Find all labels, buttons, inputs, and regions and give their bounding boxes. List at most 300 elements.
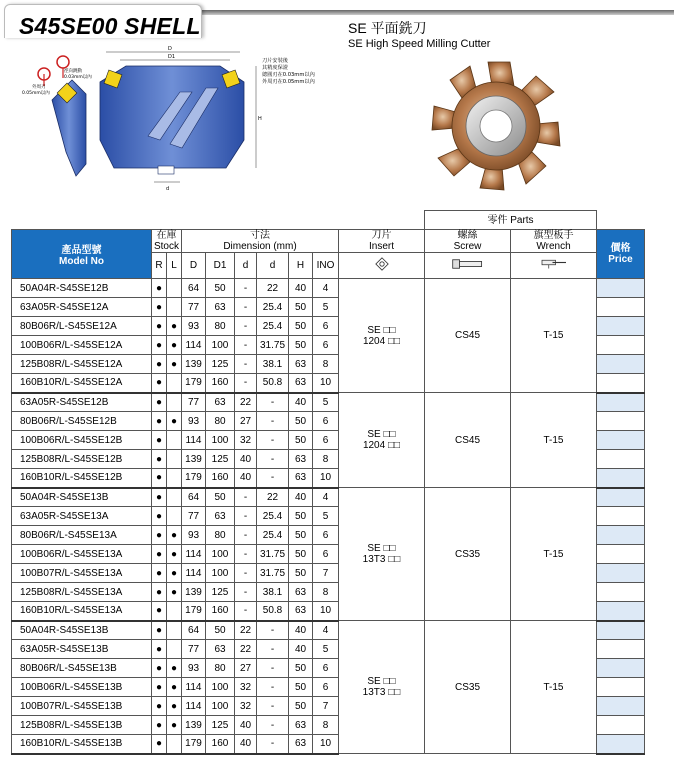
spec-table: [11, 210, 645, 755]
cell-d: 77: [182, 393, 206, 412]
cell-h: 50: [289, 564, 313, 583]
cell-h: 50: [289, 526, 313, 545]
cell-h: 63: [289, 469, 313, 488]
price-cell: [597, 659, 645, 678]
screw-cell: CS35: [425, 488, 511, 621]
col-h: H: [289, 253, 313, 279]
cell-d2: 25.4: [257, 298, 289, 317]
cell-r: ●: [152, 621, 167, 640]
cell-r: ●: [152, 564, 167, 583]
cell-d2: 31.75: [257, 545, 289, 564]
col-d1: D1: [206, 253, 235, 279]
cell-d1: 160: [206, 469, 235, 488]
cell-h: 40: [289, 393, 313, 412]
cell-d1: -: [235, 298, 257, 317]
cell-h: 40: [289, 488, 313, 507]
price-header-zh: 價格: [610, 243, 631, 254]
model-cell: 63A05R-S45SE12B: [12, 393, 152, 412]
cell-h: 50: [289, 507, 313, 526]
insert-icon: [375, 257, 389, 271]
cell-ino: 8: [313, 355, 339, 374]
cell-h: 63: [289, 735, 313, 754]
cell-r: ●: [152, 602, 167, 621]
cell-h: 50: [289, 431, 313, 450]
cell-d1: -: [235, 545, 257, 564]
wrench-cell: T-15: [511, 393, 597, 488]
insert-line-1: SE □□: [367, 429, 396, 440]
price-cell: [597, 488, 645, 507]
model-cell: 160B10R/L-S45SE13A: [12, 602, 152, 621]
cell-l: [167, 279, 182, 298]
model-header-en: Model No: [59, 256, 104, 267]
cell-ino: 5: [313, 393, 339, 412]
price-cell: [597, 697, 645, 716]
screw-icon: [451, 258, 485, 270]
note-line-3: 總圓刃在0.03mm以內: [262, 72, 315, 78]
cell-d1: -: [235, 526, 257, 545]
wrench-header-en: Wrench: [536, 241, 571, 252]
cell-ino: 10: [313, 374, 339, 393]
note-line-1: 刀片安裝後: [262, 58, 288, 64]
cell-r: ●: [152, 317, 167, 336]
price-cell: [597, 545, 645, 564]
cell-d1: 27: [235, 412, 257, 431]
cell-h: 40: [289, 640, 313, 659]
cell-h: 63: [289, 355, 313, 374]
price-cell: [597, 716, 645, 735]
screw-header-zh: 螺絲: [457, 230, 478, 241]
price-cell: [597, 526, 645, 545]
model-cell: 63A05R-S45SE13B: [12, 640, 152, 659]
cell-l: [167, 735, 182, 754]
cell-d2: 31.75: [257, 336, 289, 355]
cell-l: [167, 602, 182, 621]
cell-h: 50: [289, 298, 313, 317]
cell-d: 179: [182, 469, 206, 488]
model-cell: 160B10R/L-S45SE12A: [12, 374, 152, 393]
cell-r: ●: [152, 374, 167, 393]
model-cell: 125B08R/L-S45SE13A: [12, 583, 152, 602]
cell-ino: 5: [313, 507, 339, 526]
insert-cell: [339, 488, 425, 621]
cutter-diagram: [22, 44, 360, 194]
cell-d: 139: [182, 450, 206, 469]
cell-d1: -: [235, 279, 257, 298]
model-cell: 63A05R-S45SE13A: [12, 507, 152, 526]
cell-ino: 5: [313, 298, 339, 317]
model-cell: 80B06R/L-S45SE13A: [12, 526, 152, 545]
gauge-label-1: 徑向跳動: [64, 69, 82, 74]
price-cell: [597, 412, 645, 431]
model-header: [12, 230, 152, 279]
insert-shape-cell: [339, 253, 425, 279]
cell-d1: 160: [206, 374, 235, 393]
cell-l: ●: [167, 545, 182, 564]
cell-d: 77: [182, 507, 206, 526]
subtitle-english: SE High Speed Milling Cutter: [348, 38, 491, 50]
cell-d: 139: [182, 355, 206, 374]
cell-ino: 10: [313, 469, 339, 488]
title-rule: [200, 10, 674, 15]
cell-d1: 32: [235, 678, 257, 697]
cell-ino: 6: [313, 317, 339, 336]
col-small-d2: d: [257, 253, 289, 279]
cell-h: 40: [289, 621, 313, 640]
cell-h: 40: [289, 279, 313, 298]
cell-d1: 125: [206, 450, 235, 469]
stock-header-zh: 在庫: [156, 230, 177, 241]
cell-ino: 6: [313, 545, 339, 564]
col-l: L: [167, 253, 182, 279]
cell-d: 114: [182, 431, 206, 450]
cell-l: ●: [167, 716, 182, 735]
cell-l: [167, 621, 182, 640]
price-cell: [597, 583, 645, 602]
cell-d1: 80: [206, 412, 235, 431]
model-cell: 100B06R/L-S45SE13B: [12, 678, 152, 697]
cell-h: 63: [289, 602, 313, 621]
price-cell: [597, 279, 645, 298]
model-cell: 50A04R-S45SE13B: [12, 621, 152, 640]
wrench-cell: T-15: [511, 279, 597, 393]
dimension-header-en: Dimension (mm): [223, 241, 297, 252]
cell-d2: -: [257, 393, 289, 412]
insert-header-zh: 刀片: [371, 230, 392, 241]
cell-d1: 50: [206, 279, 235, 298]
dim-label-d1: D1: [168, 54, 176, 60]
cell-l: ●: [167, 336, 182, 355]
cell-l: [167, 450, 182, 469]
title-bar: [0, 0, 680, 50]
model-cell: 160B10R/L-S45SE13B: [12, 735, 152, 754]
subtitle-chinese: SE 平面銑刀: [348, 20, 427, 36]
cell-r: ●: [152, 279, 167, 298]
cell-h: 63: [289, 374, 313, 393]
cell-l: [167, 393, 182, 412]
model-cell: 100B06R/L-S45SE13A: [12, 545, 152, 564]
insert-cell: [339, 393, 425, 488]
cell-r: ●: [152, 298, 167, 317]
col-d: D: [182, 253, 206, 279]
cell-d2: -: [257, 412, 289, 431]
cell-d1: 40: [235, 469, 257, 488]
price-cell: [597, 431, 645, 450]
cell-l: [167, 374, 182, 393]
cell-d1: 125: [206, 583, 235, 602]
dim-label-h: H: [258, 116, 262, 122]
wrench-header-zh: 旗型板手: [533, 230, 574, 241]
cell-ino: 6: [313, 526, 339, 545]
cell-d2: 25.4: [257, 526, 289, 545]
keyway: [158, 166, 174, 174]
cell-d2: -: [257, 431, 289, 450]
cell-h: 50: [289, 317, 313, 336]
model-cell: 100B06R/L-S45SE12A: [12, 336, 152, 355]
cell-d2: 31.75: [257, 564, 289, 583]
cell-d: 179: [182, 735, 206, 754]
cell-r: ●: [152, 640, 167, 659]
cell-d: 179: [182, 374, 206, 393]
cell-l: [167, 488, 182, 507]
cell-d1: 100: [206, 336, 235, 355]
cell-d1: 63: [206, 393, 235, 412]
cell-d1: -: [235, 564, 257, 583]
col-ino: INO: [313, 253, 339, 279]
price-cell: [597, 564, 645, 583]
table-row: [12, 621, 645, 640]
cell-l: ●: [167, 355, 182, 374]
cell-d1: 160: [206, 602, 235, 621]
price-cell: [597, 640, 645, 659]
cell-d2: -: [257, 450, 289, 469]
cell-d: 139: [182, 716, 206, 735]
cell-d1: 50: [206, 488, 235, 507]
cell-d1: 63: [206, 298, 235, 317]
cell-d1: 80: [206, 526, 235, 545]
model-cell: 125B08R/L-S45SE13B: [12, 716, 152, 735]
insert-line-1: SE □□: [367, 676, 396, 687]
cell-d: 64: [182, 279, 206, 298]
cell-ino: 6: [313, 431, 339, 450]
cell-r: ●: [152, 545, 167, 564]
cell-d1: 125: [206, 355, 235, 374]
price-cell: [597, 317, 645, 336]
model-header-zh: 產品型號: [61, 245, 102, 256]
insert-line-2: 13T3 □□: [362, 687, 401, 698]
insert-header: [339, 230, 425, 253]
price-cell: [597, 507, 645, 526]
cell-h: 50: [289, 336, 313, 355]
cell-d: 64: [182, 488, 206, 507]
insert-line-2: 1204 □□: [362, 335, 401, 347]
price-cell: [597, 298, 645, 317]
screw-cell: CS45: [425, 279, 511, 393]
cell-ino: 6: [313, 659, 339, 678]
col-r: R: [152, 253, 167, 279]
cell-d1: 80: [206, 317, 235, 336]
cell-d1: 160: [206, 735, 235, 754]
cell-d1: 63: [206, 507, 235, 526]
screw-cell: CS35: [425, 621, 511, 754]
cell-ino: 10: [313, 735, 339, 754]
cell-d2: 38.1: [257, 583, 289, 602]
dim-label-small-d: d: [166, 186, 170, 192]
price-cell: [597, 450, 645, 469]
price-cell: [597, 336, 645, 355]
cell-l: ●: [167, 678, 182, 697]
cell-h: 50: [289, 545, 313, 564]
screw-cell: CS45: [425, 393, 511, 488]
cell-d: 77: [182, 640, 206, 659]
cell-d2: -: [257, 735, 289, 754]
cell-d: 179: [182, 602, 206, 621]
price-cell: [597, 393, 645, 412]
note-line-4: 外周刃在0.05mm以內: [262, 79, 315, 85]
table-row: [12, 279, 645, 298]
cell-d1: -: [235, 583, 257, 602]
cell-d2: -: [257, 469, 289, 488]
cell-d2: 22: [257, 279, 289, 298]
model-cell: 100B07R/L-S45SE13B: [12, 697, 152, 716]
insert-line-2: 1204 □□: [362, 440, 401, 451]
price-cell: [597, 469, 645, 488]
cell-r: ●: [152, 431, 167, 450]
screw-header: [425, 230, 511, 253]
cell-l: ●: [167, 583, 182, 602]
cell-d2: 50.8: [257, 374, 289, 393]
price-cell: [597, 602, 645, 621]
table-row: [12, 488, 645, 507]
cell-d1: -: [235, 317, 257, 336]
cell-l: [167, 640, 182, 659]
cell-r: ●: [152, 488, 167, 507]
cell-h: 63: [289, 716, 313, 735]
gauge-label-3: 外周刃: [32, 85, 46, 90]
cell-d1: -: [235, 336, 257, 355]
wrench-shape-cell: [511, 253, 597, 279]
cell-d2: 25.4: [257, 507, 289, 526]
cell-h: 50: [289, 659, 313, 678]
col-small-d1: d: [235, 253, 257, 279]
cell-d1: 32: [235, 697, 257, 716]
cell-ino: 4: [313, 621, 339, 640]
cell-d1: 27: [235, 659, 257, 678]
cell-ino: 10: [313, 602, 339, 621]
cell-d: 93: [182, 317, 206, 336]
cell-d: 77: [182, 298, 206, 317]
cell-d1: -: [235, 355, 257, 374]
cell-d1: 40: [235, 450, 257, 469]
cell-r: ●: [152, 583, 167, 602]
screw-shape-cell: [425, 253, 511, 279]
model-cell: 100B07R/L-S45SE13A: [12, 564, 152, 583]
cell-d: 114: [182, 545, 206, 564]
cell-d2: 38.1: [257, 355, 289, 374]
cell-r: ●: [152, 450, 167, 469]
cell-d1: -: [235, 374, 257, 393]
wrench-header: [511, 230, 597, 253]
cell-r: ●: [152, 678, 167, 697]
cell-r: ●: [152, 716, 167, 735]
cell-d1: 100: [206, 564, 235, 583]
price-cell: [597, 355, 645, 374]
insert-line-1: SE □□: [367, 543, 396, 554]
dimension-header-zh: 寸法: [250, 230, 270, 241]
model-cell: 63A05R-S45SE12A: [12, 298, 152, 317]
insert-cell: [339, 621, 425, 754]
cell-d: 114: [182, 678, 206, 697]
cell-r: ●: [152, 697, 167, 716]
table-row: [12, 393, 645, 412]
cell-d2: -: [257, 621, 289, 640]
cell-r: ●: [152, 526, 167, 545]
cell-h: 50: [289, 412, 313, 431]
screw-header-en: Screw: [453, 241, 482, 252]
cell-l: [167, 431, 182, 450]
cell-l: ●: [167, 659, 182, 678]
gauge-label-4: 0.05mm以內: [22, 91, 50, 96]
model-cell: 160B10R/L-S45SE12B: [12, 469, 152, 488]
model-cell: 50A04R-S45SE12B: [12, 279, 152, 298]
cell-r: ●: [152, 393, 167, 412]
price-cell: [597, 735, 645, 754]
insert-header-en: Insert: [368, 241, 394, 252]
cell-d1: 40: [235, 735, 257, 754]
price-cell: [597, 374, 645, 393]
model-cell: 125B08R/L-S45SE12A: [12, 355, 152, 374]
cell-d: 114: [182, 697, 206, 716]
cell-h: 63: [289, 583, 313, 602]
dial-gauge-icon-left: [38, 68, 50, 86]
cell-d1: 63: [206, 640, 235, 659]
cell-ino: 8: [313, 716, 339, 735]
cell-d2: 50.8: [257, 602, 289, 621]
price-cell: [597, 678, 645, 697]
cell-d: 64: [182, 621, 206, 640]
cell-r: ●: [152, 735, 167, 754]
cell-d2: 25.4: [257, 317, 289, 336]
cell-l: ●: [167, 526, 182, 545]
cell-d1: 125: [206, 716, 235, 735]
dimension-header: [182, 230, 339, 253]
cell-d1: 80: [206, 659, 235, 678]
model-cell: 100B06R/L-S45SE12B: [12, 431, 152, 450]
title-tab: [4, 4, 202, 38]
insert-cell: [339, 279, 425, 393]
cell-d: 114: [182, 336, 206, 355]
model-cell: 80B06R/L-S45SE12A: [12, 317, 152, 336]
cell-d1: -: [235, 507, 257, 526]
cell-ino: 6: [313, 336, 339, 355]
cell-r: ●: [152, 469, 167, 488]
table-body: [12, 279, 645, 754]
cell-h: 50: [289, 678, 313, 697]
cell-d2: -: [257, 697, 289, 716]
cell-ino: 5: [313, 640, 339, 659]
cell-r: ●: [152, 507, 167, 526]
cell-d2: -: [257, 659, 289, 678]
cell-l: [167, 507, 182, 526]
model-cell: 50A04R-S45SE13B: [12, 488, 152, 507]
price-header: [597, 230, 645, 279]
cell-ino: 8: [313, 450, 339, 469]
cell-ino: 8: [313, 583, 339, 602]
cell-h: 50: [289, 697, 313, 716]
model-cell: 125B08R/L-S45SE12B: [12, 450, 152, 469]
insert-line-2: 13T3 □□: [362, 554, 401, 565]
cell-d: 139: [182, 583, 206, 602]
cell-d2: 22: [257, 488, 289, 507]
stock-header-en: Stock: [153, 241, 179, 252]
cell-l: [167, 469, 182, 488]
price-cell: [597, 621, 645, 640]
cell-d1: 100: [206, 431, 235, 450]
cell-l: ●: [167, 697, 182, 716]
cell-ino: 6: [313, 412, 339, 431]
cell-d2: -: [257, 716, 289, 735]
cell-ino: 7: [313, 564, 339, 583]
cell-d2: -: [257, 678, 289, 697]
insert-line-1: SE □□: [367, 324, 396, 336]
cell-d1: -: [235, 602, 257, 621]
cell-d1: -: [235, 488, 257, 507]
cell-l: ●: [167, 317, 182, 336]
model-cell: 80B06R/L-S45SE12B: [12, 412, 152, 431]
cell-ino: 4: [313, 488, 339, 507]
cell-l: [167, 298, 182, 317]
cell-d1: 50: [206, 621, 235, 640]
cell-d1: 22: [235, 621, 257, 640]
